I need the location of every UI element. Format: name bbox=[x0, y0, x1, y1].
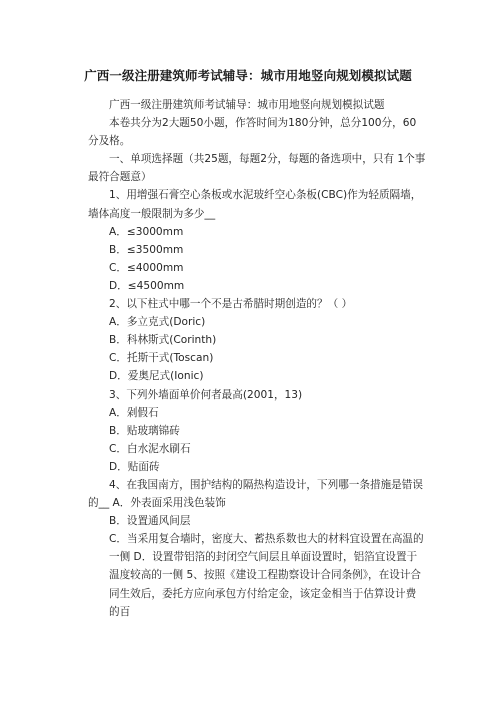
question-1-option-a: A．≤3000mm bbox=[109, 225, 184, 238]
paragraph-subtitle: 广西一级注册建筑师考试辅导：城市用地竖向规划模拟试题 bbox=[109, 99, 385, 111]
question-2-option-d: D．爱奥尼式(Ionic) bbox=[109, 370, 204, 383]
question-3-option-b: B．贴玻璃锦砖 bbox=[109, 424, 180, 437]
question-2: 2、以下柱式中哪一个不是古希腊时期创造的？（ ） bbox=[109, 298, 353, 311]
question-1-option-d: D．≤4500mm bbox=[109, 279, 185, 292]
question-1-option-c: C．≤4000mm bbox=[109, 261, 184, 274]
question-4: 4、在我国南方，围护结构的隔热构造设计，下列哪一条措施是错误的__ A．外表面采用浅色装饰 bbox=[88, 478, 423, 510]
paragraph-exam-info: 本卷共分为2大题50小题，作答时间为180分钟，总分100分，60分及格。 bbox=[88, 117, 417, 148]
question-2-option-a: A．多立克式(Doric) bbox=[109, 316, 206, 329]
document-title: 广西一级注册建筑师考试辅导：城市用地竖向规划模拟试题 bbox=[84, 68, 412, 83]
document-body bbox=[88, 96, 426, 621]
question-1: 1、用增强石膏空心条板或水泥玻纤空心条板(CBC)作为轻质隔墙，墙体高度一般限制为多少__ bbox=[88, 189, 422, 220]
question-3: 3、下列外墙面单价何者最高(2001，13) bbox=[109, 388, 303, 401]
question-2-option-c: C．托斯干式(Toscan) bbox=[109, 352, 214, 365]
question-1-option-b: B．≤3500mm bbox=[109, 243, 184, 256]
question-4-option-b: B．设置通风间层 bbox=[109, 515, 191, 528]
question-3-option-c: C．白水泥水刷石 bbox=[109, 442, 191, 455]
question-2-option-b: B．科林斯式(Corinth) bbox=[109, 334, 217, 347]
section-heading: 一、单项选择题（共25题，每题2分，每题的备选项中，只有 1个事最符合题意） bbox=[88, 153, 426, 184]
question-4-option-c-and-more: C．当采用复合墙时，密度大、蓄热系数也大的材料宜设置在高温的一侧 D．设置带铝箔的封闭空气间层且单面设置时，铝箔宜设置于温度较高的一侧 5、按照《建设工程勘察设计合同条例》，在设计合同生效后，委托方应向承包方付给定金，该定金相当于估算设计费的百 bbox=[109, 533, 424, 618]
question-3-option-d: D．贴面砖 bbox=[109, 460, 160, 473]
question-3-option-a: A．剁假石 bbox=[109, 406, 159, 419]
